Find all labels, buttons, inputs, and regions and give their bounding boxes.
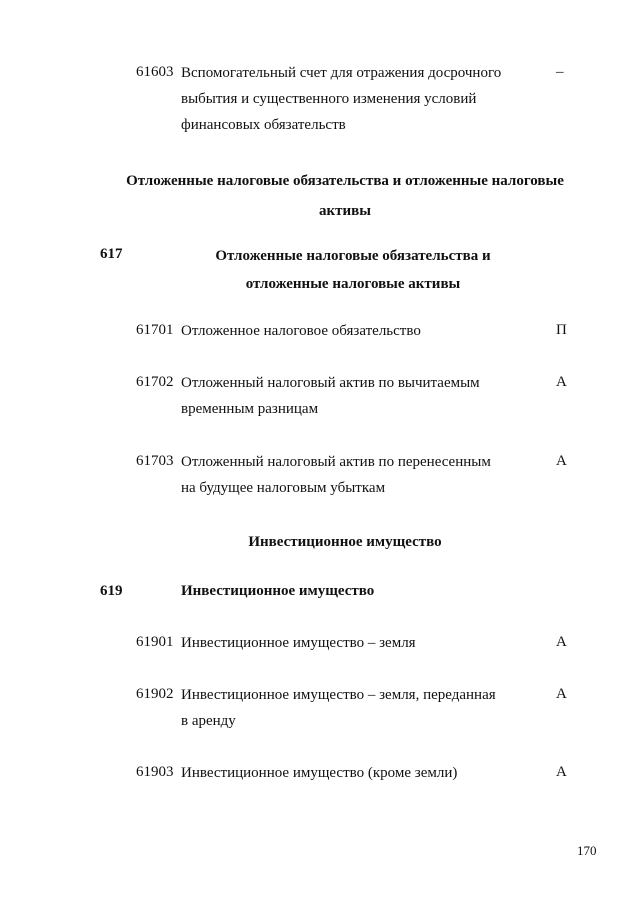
section-heading-investment-property <box>0 529 640 555</box>
account-description <box>181 318 421 344</box>
account-type: А <box>556 764 567 780</box>
description-line: временным разницам <box>181 401 319 417</box>
account-code: 61703 <box>136 453 174 469</box>
account-description <box>181 760 457 786</box>
account-group-code: 617 <box>100 246 123 262</box>
account-group-title <box>0 242 640 298</box>
heading-line: Отложенные налоговые обязательства и отложенные налоговые <box>126 173 564 189</box>
account-description <box>181 449 491 501</box>
account-type: – <box>556 64 564 80</box>
description-line: в аренду <box>181 713 236 729</box>
heading-line: активы <box>319 203 371 219</box>
account-type: А <box>556 374 567 390</box>
account-code: 61701 <box>136 322 174 338</box>
page-number: 170 <box>577 843 597 858</box>
account-code: 61702 <box>136 374 174 390</box>
account-code: 61903 <box>136 764 174 780</box>
description-line: Отложенное налоговое обязательство <box>181 323 421 339</box>
account-type: П <box>556 322 567 338</box>
description-line: Отложенный налоговый актив по перенесенным <box>181 454 491 470</box>
description-line: Инвестиционное имущество – земля, переданная <box>181 687 496 703</box>
section-heading-deferred-tax <box>0 166 640 226</box>
account-type: А <box>556 686 567 702</box>
description-line: Вспомогательный счет для отражения досрочного <box>181 65 502 81</box>
description-line: Инвестиционное имущество – земля <box>181 635 416 651</box>
description-line: на будущее налоговым убыткам <box>181 480 386 496</box>
account-code: 61902 <box>136 686 174 702</box>
description-line: Инвестиционное имущество (кроме земли) <box>181 765 458 781</box>
account-description <box>181 682 496 734</box>
account-type: А <box>556 453 567 469</box>
description-line: Отложенный налоговый актив по вычитаемым <box>181 375 480 391</box>
title-line: отложенные налоговые активы <box>245 276 461 292</box>
account-code: 61603 <box>136 64 174 80</box>
account-description <box>181 370 480 422</box>
description-line: выбытия и существенного изменения условий <box>181 91 477 107</box>
account-description <box>181 630 416 656</box>
account-group-title: Инвестиционное имущество <box>181 583 375 599</box>
account-type: А <box>556 634 567 650</box>
heading-line: Инвестиционное имущество <box>248 534 442 550</box>
title-line: Отложенные налоговые обязательства и <box>215 248 491 264</box>
account-group-code: 619 <box>100 583 123 599</box>
description-line: финансовых обязательств <box>181 117 346 133</box>
account-description <box>181 60 501 138</box>
account-code: 61901 <box>136 634 174 650</box>
